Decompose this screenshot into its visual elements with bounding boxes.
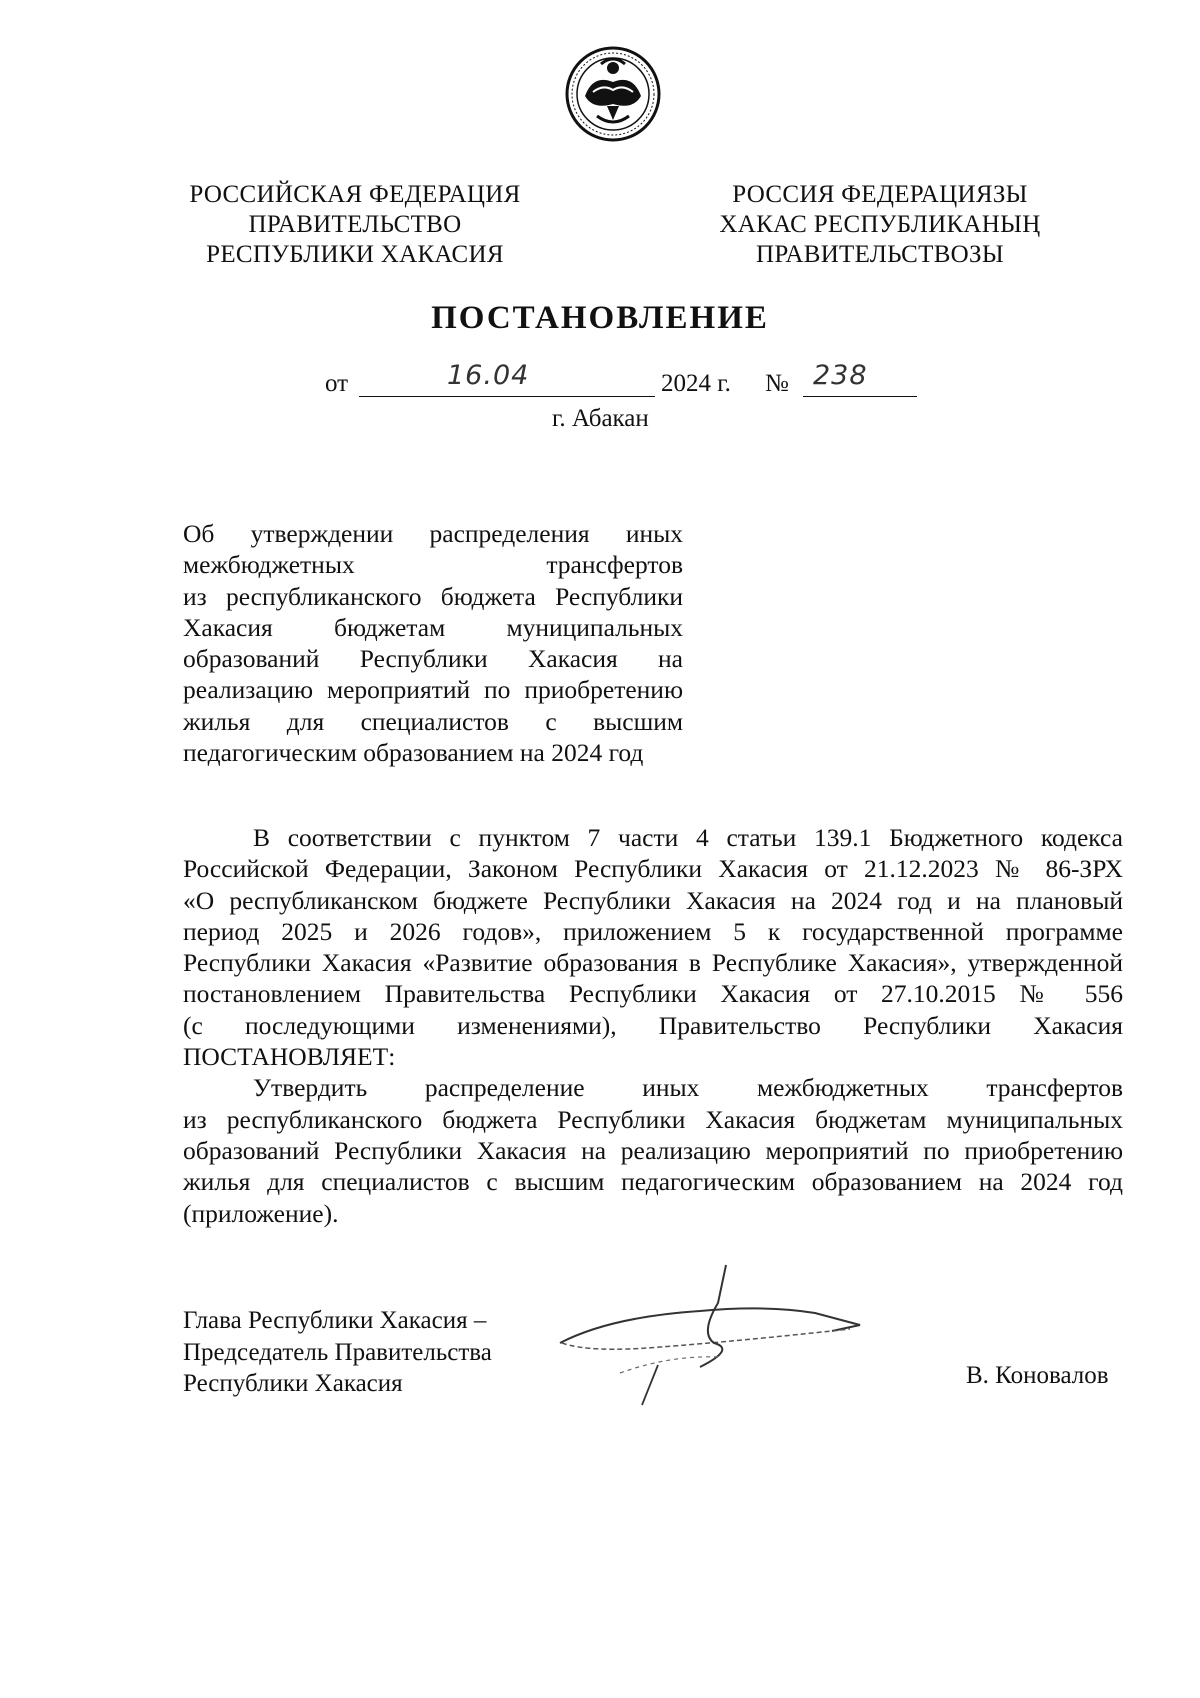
header-right-line: РОССИЯ ФЕДЕРАЦИЯЗЫ [732, 181, 1028, 208]
header-left-line: ПРАВИТЕЛЬСТВО [248, 211, 462, 238]
subject-line: реализацию мероприятий по приобретению [183, 675, 683, 705]
subject-line: межбюджетных трансфертов [183, 550, 683, 580]
body-line: В соответствии с пунктом 7 части 4 статьи 139.1 Бюджетного кодекса [253, 823, 1123, 852]
signatory-title-line: Глава Республики Хакасия – [183, 1307, 487, 1334]
body-line: образований Республики Хакасия на реализацию мероприятий по приобретению [183, 1135, 1123, 1165]
body-line: «О республиканском бюджете Республики Хакасия на 2024 год и на плановый [183, 885, 1123, 915]
signatory-title-line: Республики Хакасия [183, 1370, 403, 1397]
subject-line: из республиканского бюджета Республики [183, 581, 683, 611]
header-right [690, 180, 1070, 270]
body-line: Российской Федерации, Законом Республики Хакасия от 21.12.2023 № 86-ЗРХ [183, 854, 1123, 884]
coat-of-arms-khakassia-icon [563, 44, 663, 144]
number-label: № [765, 370, 789, 397]
date-from-label: от [325, 370, 349, 397]
subject-line: образований Республики Хакасия на [183, 644, 683, 674]
document-type-title: ПОСТАНОВЛЕНИЕ [431, 300, 769, 336]
subject-block [183, 518, 683, 768]
header-left-line: РЕСПУБЛИКИ ХАКАСИЯ [206, 241, 504, 268]
date-year: 2024 г. [661, 370, 731, 397]
header-left-line: РОССИЙСКАЯ ФЕДЕРАЦИЯ [189, 181, 521, 208]
subject-line: Об утверждении распределения иных [183, 519, 683, 548]
subject-line: жилья для специалистов с высшим [183, 706, 683, 736]
body-line: ПОСТАНОВЛЯЕТ: [183, 1042, 396, 1072]
body-line: жилья для специалистов с высшим педагогическим образованием на 2024 год [183, 1167, 1123, 1197]
body-line: постановлением Правительства Республики Хакасия от 27.10.2015 № 556 [183, 979, 1123, 1009]
signatory-name: В. Коновалов [966, 1362, 1109, 1389]
body-line: из республиканского бюджета Республики Хакасия бюджетам муниципальных [183, 1104, 1123, 1134]
date-underline [359, 396, 655, 397]
header-right-line: ПРАВИТЕЛЬСТВОЗЫ [756, 241, 1004, 268]
number-handwritten: 238 [813, 360, 868, 391]
number-underline [803, 396, 917, 397]
signatory-title [183, 1305, 492, 1400]
body-line: период 2025 и 2026 годов», приложением 5 к государственной программе [183, 916, 1123, 946]
subject-line: Хакасия бюджетам муниципальных [183, 612, 683, 642]
body-text [183, 822, 1123, 1229]
header-right-line: ХАКАС РЕСПУБЛИКАНЫҢ [719, 211, 1041, 238]
header-left [160, 180, 550, 270]
subject-line: педагогическим образованием на 2024 год [183, 738, 644, 768]
body-line: (с последующими изменениями), Правительство Республики Хакасия [183, 1010, 1123, 1040]
body-line: (приложение). [183, 1198, 339, 1228]
body-line: Утвердить распределение иных межбюджетных трансфертов [253, 1073, 1123, 1103]
body-line: Республики Хакасия «Развитие образования в Республике Хакасия», утвержденной [183, 948, 1123, 978]
city-label: г. Абакан [552, 405, 649, 432]
handwritten-signature [550, 1255, 920, 1415]
signatory-title-line: Председатель Правительства [183, 1338, 492, 1366]
date-handwritten: 16.04 [447, 360, 530, 391]
